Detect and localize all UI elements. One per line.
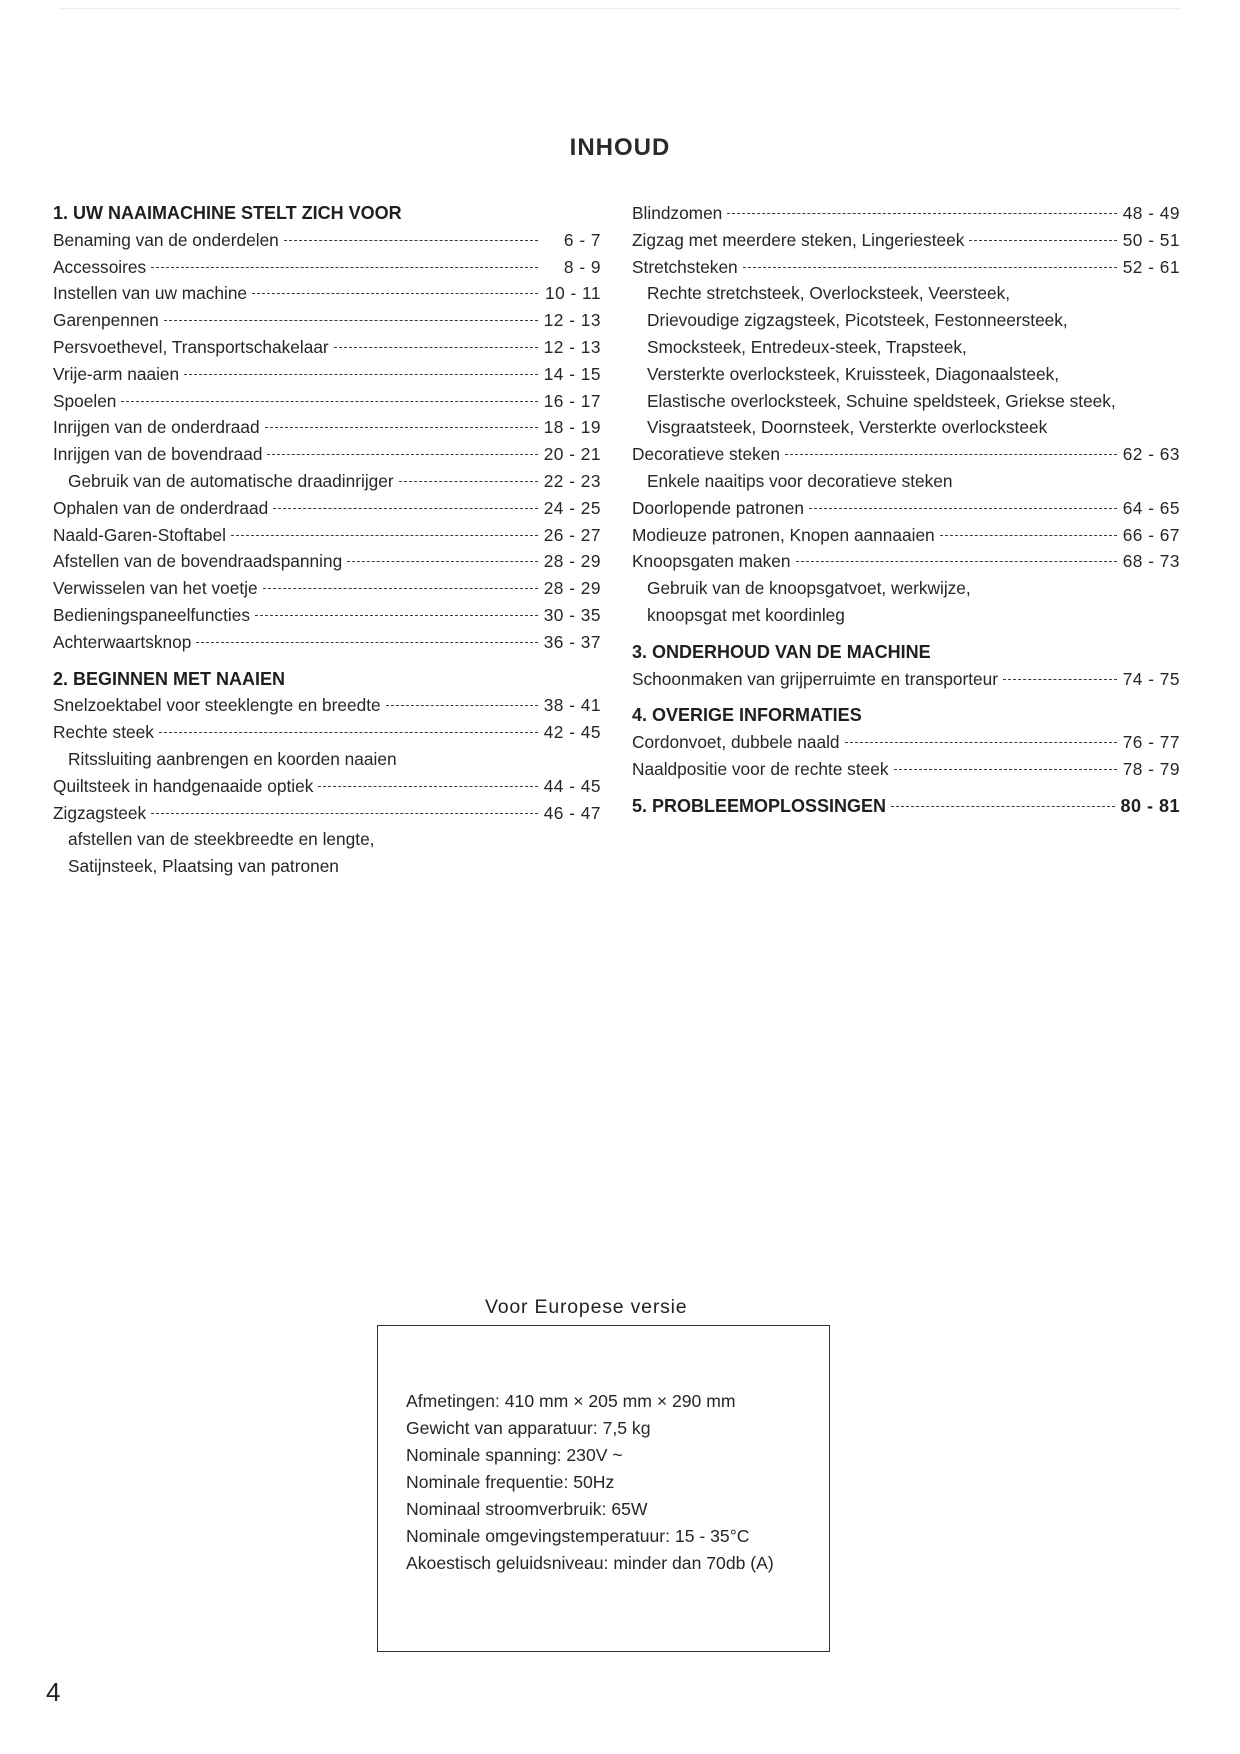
toc-entry [53, 441, 601, 468]
dot-leader [743, 266, 1117, 268]
dot-leader [386, 704, 538, 706]
toc-subentry: Visgraatsteek, Doornsteek, Versterkte overlocksteek [647, 417, 1048, 438]
dot-leader [255, 614, 538, 616]
toc-entry [53, 692, 601, 719]
toc-entry [632, 441, 1180, 468]
toc-entry [632, 200, 1180, 227]
toc-entry [53, 719, 601, 746]
toc-subentry: Smocksteek, Entredeux-steek, Trapsteek, [647, 336, 967, 357]
spec-line: Akoestisch geluidsniveau: minder dan 70db (A) [406, 1553, 774, 1573]
toc-entry-label: Doorlopende patronen [632, 497, 804, 518]
toc-subentry: Enkele naaitips voor decoratieve steken [647, 470, 953, 491]
toc-entry [632, 756, 1180, 783]
toc-entry [53, 334, 601, 361]
toc-entry [632, 495, 1180, 522]
dot-leader [399, 480, 538, 482]
toc-entry-pages: 24 - 25 [543, 497, 601, 518]
dot-leader [940, 534, 1117, 536]
toc-entry-label: Cordonvoet, dubbele naald [632, 732, 840, 753]
dot-leader [164, 319, 538, 321]
toc-entry-pages: 76 - 77 [1122, 732, 1180, 753]
dot-leader [845, 741, 1117, 743]
toc-entry [53, 388, 601, 415]
dot-leader [196, 641, 538, 643]
toc-entry-label: Garenpennen [53, 310, 159, 331]
toc-entry-label: Blindzomen [632, 203, 723, 223]
dot-leader [347, 560, 538, 562]
toc-entry [53, 800, 601, 827]
toc-entry-pages: 16 - 17 [543, 390, 601, 411]
toc-entry [53, 468, 601, 495]
section-gap [632, 629, 1180, 639]
spec-line: Nominale omgevingstemperatuur: 15 - 35°C [406, 1526, 750, 1546]
toc-entry [53, 773, 601, 800]
toc-entry [53, 602, 601, 629]
toc-entry-label: Knoopsgaten maken [632, 551, 791, 572]
toc-entry-label: Accessoires [53, 256, 147, 277]
dot-leader [969, 239, 1117, 241]
toc-entry [632, 548, 1180, 575]
toc-entry [53, 575, 601, 602]
toc-entry-pages: 28 - 29 [543, 578, 601, 599]
dot-leader [809, 507, 1117, 509]
dot-leader [252, 292, 538, 294]
toc-entry-label: Instellen van uw machine [53, 283, 248, 304]
dot-leader [265, 426, 538, 428]
dot-leader [727, 212, 1117, 214]
toc-entry-pages: 18 - 19 [543, 417, 601, 438]
page-title: INHOUD [569, 134, 671, 161]
toc-subentry: Elastische overlocksteek, Schuine speldsteek, Griekse steek, [647, 390, 1116, 411]
toc-entry [632, 793, 1180, 820]
toc-entry [632, 666, 1180, 693]
toc-entry-pages: 52 - 61 [1122, 256, 1180, 277]
toc-entry [53, 414, 601, 441]
dot-leader [894, 768, 1118, 770]
toc-entry-label: Benaming van de onderdelen [53, 229, 279, 250]
toc-subentry: Drievoudige zigzagsteek, Picotsteek, Festonneersteek, [647, 310, 1068, 331]
toc-entry-pages: 6 - 7 [563, 229, 601, 250]
toc-subentry: knoopsgat met koordinleg [647, 604, 845, 625]
spec-list [406, 1388, 774, 1577]
toc-entry-pages: 42 - 45 [543, 722, 601, 743]
dot-leader [263, 587, 538, 589]
toc-entry [53, 307, 601, 334]
toc-entry-pages: 50 - 51 [1122, 229, 1180, 250]
toc-entry-label: Afstellen van de bovendraadspanning [53, 551, 343, 572]
toc-entry-label: Zigzagsteek [53, 802, 147, 823]
toc-entry-pages: 62 - 63 [1122, 444, 1180, 465]
spec-line: Nominale frequentie: 50Hz [406, 1472, 615, 1492]
toc-entry-pages: 26 - 27 [543, 524, 601, 545]
dot-leader [796, 560, 1117, 562]
dot-leader [273, 507, 538, 509]
section-heading: 2. BEGINNEN MET NAAIEN [53, 668, 286, 689]
toc-entry-pages: 28 - 29 [543, 551, 601, 572]
toc-subentry: Versterkte overlocksteek, Kruissteek, Diagonaalsteek, [647, 363, 1060, 384]
dot-leader [184, 373, 538, 375]
toc-entry-pages: 48 - 49 [1122, 203, 1180, 223]
toc-entry-pages: 8 - 9 [563, 256, 601, 277]
dot-leader [159, 731, 538, 733]
toc-entry-pages: 44 - 45 [543, 775, 601, 796]
toc-entry-label: Vrije-arm naaien [53, 363, 180, 384]
dot-leader [891, 805, 1115, 807]
toc-entry-pages: 80 - 81 [1120, 795, 1180, 816]
dot-leader [284, 239, 538, 241]
toc-entry-pages: 30 - 35 [543, 604, 601, 625]
toc-entry-pages: 64 - 65 [1122, 497, 1180, 518]
toc-entry-label: Inrijgen van de onderdraad [53, 417, 260, 438]
toc-entry-label: Modieuze patronen, Knopen aannaaien [632, 524, 935, 545]
dot-leader [121, 400, 538, 402]
toc-entry [632, 522, 1180, 549]
toc-entry-pages: 12 - 13 [543, 336, 601, 357]
toc-entry [632, 227, 1180, 254]
toc-entry-label: Persvoethevel, Transportschakelaar [53, 336, 329, 357]
toc-entry-label: Quiltsteek in handgenaaide optiek [53, 775, 314, 796]
toc-entry [53, 522, 601, 549]
toc-entry-pages: 22 - 23 [543, 470, 601, 491]
toc-entry-label: Rechte steek [53, 722, 154, 743]
spec-line: Nominale spanning: 230V ~ [406, 1445, 623, 1465]
spec-line: Afmetingen: 410 mm × 205 mm × 290 mm [406, 1391, 736, 1411]
page-number: 4 [46, 1677, 61, 1707]
toc-entry-pages: 46 - 47 [543, 802, 601, 823]
toc-entry-label: Achterwaartsknop [53, 631, 192, 652]
toc-entry [53, 361, 601, 388]
dot-leader [267, 453, 538, 455]
spec-box [377, 1325, 830, 1652]
toc-entry-pages: 68 - 73 [1122, 551, 1180, 572]
dot-leader [334, 346, 538, 348]
toc-entry [632, 729, 1180, 756]
toc-entry [53, 495, 601, 522]
dot-leader [1003, 678, 1117, 680]
toc-entry-label: 5. PROBLEEMOPLOSSINGEN [632, 795, 887, 816]
dot-leader [151, 812, 538, 814]
section-gap [632, 783, 1180, 793]
toc-entry-label: Naaldpositie voor de rechte steek [632, 758, 889, 779]
section-gap [53, 656, 601, 666]
toc-entry-label: Inrijgen van de bovendraad [53, 444, 263, 465]
dot-leader [151, 266, 538, 268]
toc-entry-pages: 10 - 11 [544, 283, 601, 304]
spec-line: Nominaal stroomverbruik: 65W [406, 1499, 648, 1519]
toc-entry-pages: 36 - 37 [543, 631, 601, 652]
toc-entry [53, 629, 601, 656]
toc-subentry: afstellen van de steekbreedte en lengte, [68, 829, 375, 850]
section-heading: 3. ONDERHOUD VAN DE MACHINE [632, 641, 931, 662]
toc-entry-label: Bedieningspaneelfuncties [53, 604, 250, 625]
toc-left-column [53, 200, 601, 880]
toc-entry-label: Ophalen van de onderdraad [53, 497, 269, 518]
toc-entry-label: Naald-Garen-Stoftabel [53, 524, 226, 545]
toc-entry-label: Stretchsteken [632, 256, 738, 277]
dot-leader [318, 785, 538, 787]
toc-subentry: Ritssluiting aanbrengen en koorden naaien [68, 748, 397, 769]
toc-entry-pages: 66 - 67 [1122, 524, 1180, 545]
toc-entry-label: Decoratieve steken [632, 444, 780, 465]
spec-line: Gewicht van apparatuur: 7,5 kg [406, 1418, 651, 1438]
toc-entry-pages: 12 - 13 [543, 310, 601, 331]
toc-right-column [632, 200, 1180, 820]
section-heading: 1. UW NAAIMACHINE STELT ZICH VOOR [53, 203, 402, 223]
toc-entry [53, 227, 601, 254]
section-gap [632, 692, 1180, 702]
section-heading: 4. OVERIGE INFORMATIES [632, 705, 862, 726]
dot-leader [231, 534, 538, 536]
toc-entry-label: Schoonmaken van grijperruimte en transporteur [632, 668, 998, 689]
toc-subentry: Gebruik van de knoopsgatvoet, werkwijze, [647, 578, 971, 599]
toc-entry-label: Spoelen [53, 390, 117, 411]
toc-subentry: Rechte stretchsteek, Overlocksteek, Veersteek, [647, 283, 1011, 304]
toc-entry [53, 548, 601, 575]
toc-entry-pages: 78 - 79 [1122, 758, 1180, 779]
spec-box-title: Voor Europese versie [485, 1296, 688, 1318]
toc-entry-pages: 20 - 21 [543, 444, 601, 465]
toc-entry [53, 280, 601, 307]
toc-subentry: Satijnsteek, Plaatsing van patronen [68, 856, 339, 877]
toc-entry-pages: 74 - 75 [1122, 668, 1180, 689]
top-rule [60, 8, 1180, 9]
toc-entry-label: Snelzoektabel voor steeklengte en breedte [53, 695, 381, 716]
toc-entry [53, 254, 601, 281]
toc-entry [632, 254, 1180, 281]
toc-entry-label: Gebruik van de automatische draadinrijger [68, 470, 394, 491]
dot-leader [785, 453, 1117, 455]
toc-entry-pages: 14 - 15 [543, 363, 601, 384]
toc-entry-label: Verwisselen van het voetje [53, 578, 258, 599]
toc-entry-pages: 38 - 41 [543, 695, 601, 716]
toc-entry-label: Zigzag met meerdere steken, Lingeriesteek [632, 229, 965, 250]
